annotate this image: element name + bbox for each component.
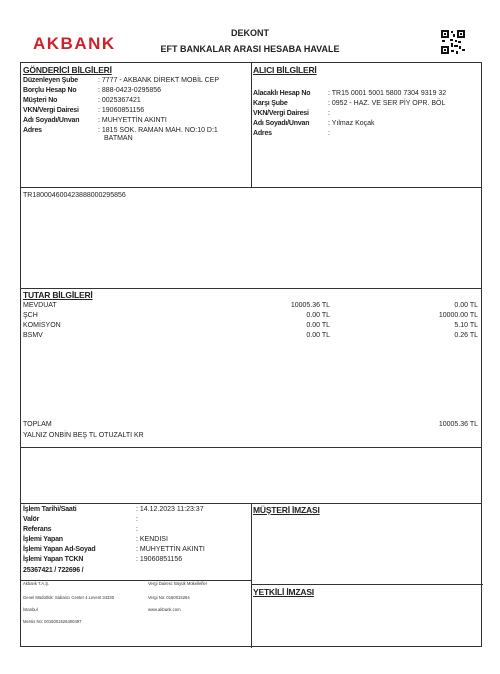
transaction-value: : 14.12.2023 11:23:37 [136, 506, 204, 513]
transaction-value: : MUHYETTİN AKINTI [136, 546, 205, 553]
amount-value-1: 0.00 TL [306, 332, 330, 339]
amount-row-label: KOMİSYON [23, 322, 61, 329]
sender-value: : 1815 SOK. RAMAN MAH. NO:10 D:1 [98, 127, 218, 134]
document-title: DEKONT [231, 28, 269, 38]
sender-label: Düzenleyen Şube [23, 77, 78, 84]
receipt-frame [20, 62, 482, 647]
transaction-label: Valör [23, 516, 40, 523]
transaction-label: Referans [23, 526, 52, 533]
transaction-code: 25367421 / 722696 / [23, 567, 84, 574]
total-value: 10005.36 TL [438, 421, 478, 428]
receiver-label: Adı Soyadı/Unvan [253, 120, 310, 127]
transaction-value: : KENDISI [136, 536, 168, 543]
sender-value: : MUHYETTİN AKINTI [98, 117, 167, 124]
sender-value: : 19060851156 [98, 107, 145, 114]
receiver-label: Alacaklı Hesap No [253, 90, 311, 97]
amount-value-1: 0.00 TL [306, 312, 330, 319]
transaction-value: : [136, 516, 138, 523]
authorized-signature-label: YETKİLİ İMZASI [253, 587, 314, 597]
amounts-section-title: TUTAR BİLGİLERİ [23, 290, 93, 300]
receiver-label: Karşı Şube [253, 100, 288, 107]
footer-text: Vergi No: 0150015264 [148, 595, 190, 600]
amount-value-2: 0.00 TL [454, 302, 478, 309]
sender-section-title: GÖNDERİCİ BİLGİLERİ [23, 65, 112, 75]
footer-text: Akbank T.A.Ş. [23, 581, 50, 586]
sender-label: Adı Soyadı/Unvan [23, 117, 80, 124]
transaction-value: : [136, 526, 138, 533]
document-subtitle: EFT BANKALAR ARASI HESABA HAVALE [160, 44, 340, 54]
transaction-label: İşlemi Yapan [23, 536, 63, 543]
qr-code-icon [441, 30, 465, 54]
footer-text: İstanbul [23, 607, 38, 612]
sender-label: Borçlu Hesap No [23, 87, 77, 94]
amount-value-2: 10000.00 TL [438, 312, 478, 319]
sender-value: : 7777 - AKBANK DİREKT MOBİL CEP [98, 77, 219, 84]
receiver-value: : [328, 130, 330, 137]
receiver-label: VKN/Vergi Dairesi [253, 110, 309, 117]
sender-value: : 888-0423-0295856 [98, 87, 162, 94]
transaction-label: İşlemi Yapan TCKN [23, 556, 84, 563]
receiver-value: : 0952 - HAZ. VE SER PİY OPR. BÖL [328, 100, 446, 107]
receiver-value: : Yılmaz Koçak [328, 120, 375, 127]
amount-value-2: 5.10 TL [454, 322, 478, 329]
amount-row-label: ŞCH [23, 312, 38, 319]
amount-row-label: MEVDUAT [23, 302, 57, 309]
footer-text: Vergi Dairesi: Büyük Mükellefler [148, 581, 208, 586]
amount-value-1: 0.00 TL [306, 322, 330, 329]
sender-address-line2: BATMAN [104, 135, 133, 142]
transaction-label: İşlemi Yapan Ad-Soyad [23, 546, 96, 553]
sender-label: VKN/Vergi Dairesi [23, 107, 79, 114]
sender-value: : 0025367421 [98, 97, 141, 104]
sender-label: Müşteri No [23, 97, 58, 104]
sender-label: Adres [23, 127, 42, 134]
footer-text: Mersis No: 0015001526400497 [23, 619, 82, 624]
receiver-label: Adres [253, 130, 272, 137]
total-label: TOPLAM [23, 421, 52, 428]
akbank-logo: AKBANK [33, 34, 116, 53]
receiver-value: : [328, 110, 330, 117]
amount-value-2: 0.26 TL [454, 332, 478, 339]
footer-text: Genel Müdürlük: Sabancı Center 4.Levent 34330 [23, 595, 115, 600]
amount-row-label: BSMV [23, 332, 43, 339]
amount-in-words: YALNIZ ONBİN BEŞ TL OTUZALTI KR [23, 432, 144, 439]
customer-signature-label: MÜŞTERİ İMZASI [253, 505, 320, 515]
transaction-value: : 19060851156 [136, 556, 183, 563]
transaction-label: İşlem Tarihi/Saati [23, 506, 77, 513]
footer-text: www.akbank.com [148, 607, 181, 612]
amount-value-1: 10005.36 TL [290, 302, 330, 309]
receiver-section-title: ALICI BİLGİLERİ [253, 65, 317, 75]
description-text: TR180004600423888000295856 [23, 192, 126, 199]
receiver-value: : TR15 0001 5001 5800 7304 9319 32 [328, 90, 447, 97]
